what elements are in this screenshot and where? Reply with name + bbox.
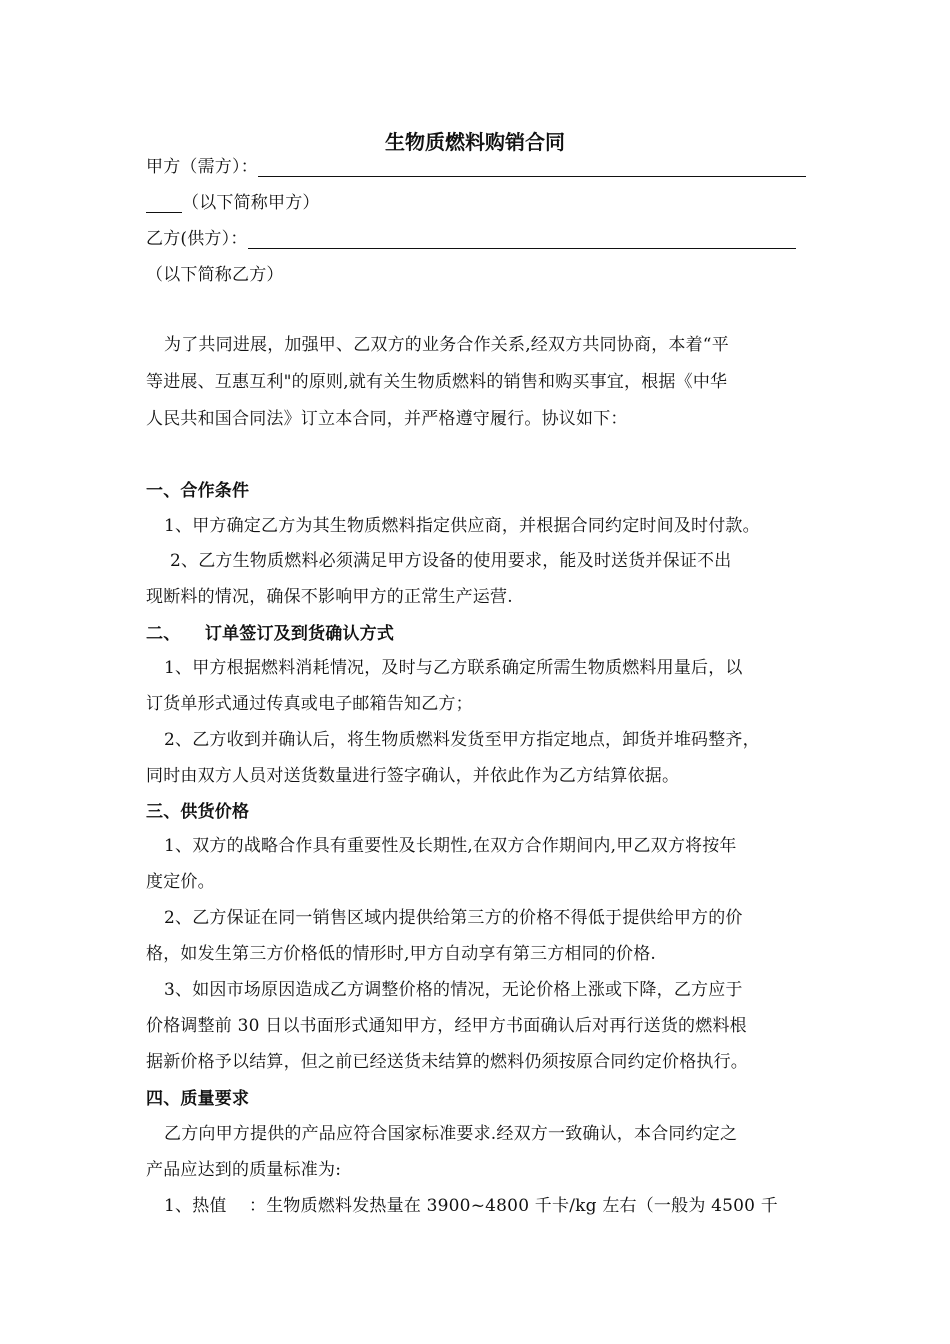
- intro-line-2: 等进展、互惠互利"的原则,就有关生物质燃料的销售和购买事宜，根据《中华: [146, 372, 728, 392]
- section-1-heading: 一、合作条件: [146, 481, 250, 501]
- section-2-para-2b: 同时由双方人员对送货数量进行签字确认，并依此作为乙方结算依据。: [146, 766, 680, 786]
- section-3-heading: 三、供货价格: [146, 802, 250, 822]
- section-4-para-1b: 产品应达到的质量标准为:: [146, 1160, 342, 1180]
- intro-line-1: 为了共同进展，加强甲、乙双方的业务合作关系,经双方共同协商，本着“平: [164, 335, 729, 355]
- party-a-note-line: [146, 188, 320, 213]
- section-3-para-3a: 3、如因市场原因造成乙方调整价格的情况，无论价格上涨或下降，乙方应于: [164, 980, 743, 1000]
- section-3-para-3b: 价格调整前 30 日以书面形式通知甲方，经甲方书面确认后对再行送货的燃料根: [146, 1016, 747, 1036]
- section-4-para-2: 1、热值 ：生物质燃料发热量在 3900~4800 千卡/kg 左右（一般为 4500 千: [164, 1196, 778, 1216]
- section-3-para-1a: 1、双方的战略合作具有重要性及长期性,在双方合作期间内,甲乙双方将按年: [164, 836, 737, 856]
- section-1-para-1: 1、甲方确定乙方为其生物质燃料指定供应商，并根据合同约定时间及时付款。: [164, 516, 760, 536]
- section-3-para-3c: 据新价格予以结算，但之前已经送货未结算的燃料仍须按原合同约定价格执行。: [146, 1052, 748, 1072]
- party-b-line: [146, 224, 796, 249]
- section-1-para-2a: 2、乙方生物质燃料必须满足甲方设备的使用要求，能及时送货并保证不出: [170, 551, 732, 571]
- party-b-label: 乙方(供方）：: [146, 229, 248, 249]
- section-4-heading: 四、质量要求: [146, 1089, 250, 1109]
- party-a-note: （以下简称甲方）: [182, 193, 320, 213]
- party-a-blank-continued[interactable]: [146, 194, 182, 213]
- section-3-para-2a: 2、乙方保证在同一销售区域内提供给第三方的价格不得低于提供给甲方的价: [164, 908, 743, 928]
- section-3-para-1b: 度定价。: [146, 872, 215, 892]
- section-2-para-1b: 订货单形式通过传真或电子邮箱告知乙方；: [146, 694, 473, 714]
- party-a-label: 甲方（需方）：: [146, 157, 258, 177]
- party-b-blank[interactable]: [248, 230, 796, 249]
- party-b-note: （以下简称乙方）: [146, 265, 284, 285]
- section-2-para-2a: 2、乙方收到并确认后，将生物质燃料发货至甲方指定地点，卸货并堆码整齐，: [164, 730, 760, 750]
- section-2-para-1a: 1、甲方根据燃料消耗情况，及时与乙方联系确定所需生物质燃料用量后，以: [164, 658, 743, 678]
- section-3-para-2b: 格，如发生第三方价格低的情形时,甲方自动享有第三方相同的价格.: [146, 944, 657, 964]
- party-a-line: [146, 152, 806, 177]
- document-title: 生物质燃料购销合同: [385, 130, 565, 154]
- section-4-para-1a: 乙方向甲方提供的产品应符合国家标准要求.经双方一致确认，本合同约定之: [164, 1124, 738, 1144]
- section-1-para-2b: 现断料的情况，确保不影响甲方的正常生产运营.: [146, 587, 513, 607]
- party-a-blank[interactable]: [258, 158, 806, 177]
- intro-line-3: 人民共和国合同法》订立本合同，并严格遵守履行。协议如下：: [146, 409, 628, 429]
- section-2-heading: 二、 订单签订及到货确认方式: [146, 624, 395, 644]
